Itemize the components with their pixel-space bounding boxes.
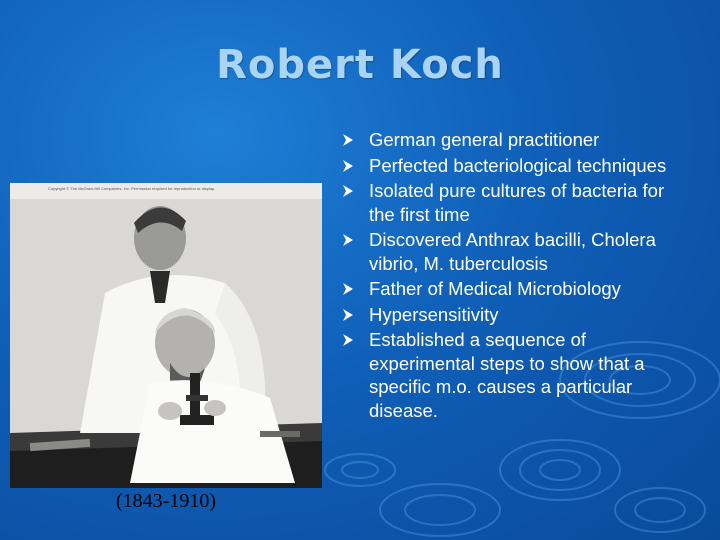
bullet-item <box>342 154 692 178</box>
bullet-text: Isolated pure cultures of bacteria for the first time <box>369 180 665 225</box>
bullet-item <box>342 179 692 226</box>
arrowhead-bullet-icon <box>342 282 354 296</box>
bullet-list <box>342 128 692 424</box>
bullet-item <box>342 228 692 275</box>
arrowhead-bullet-icon <box>342 159 354 173</box>
arrowhead-bullet-icon <box>342 133 354 147</box>
slide-title: Robert Koch <box>216 42 504 88</box>
bullet-text: Discovered Anthrax bacilli, Cholera vibrio, M. tuberculosis <box>369 229 656 274</box>
bullet-item <box>342 328 692 422</box>
bullet-text: German general practitioner <box>369 129 600 150</box>
bullet-item <box>342 128 692 152</box>
arrowhead-bullet-icon <box>342 308 354 322</box>
bullet-text: Perfected bacteriological techniques <box>369 154 667 176</box>
arrowhead-bullet-icon <box>342 184 354 198</box>
koch-photograph <box>10 183 322 488</box>
bullet-item <box>342 277 692 301</box>
arrowhead-bullet-icon <box>342 333 354 347</box>
bullet-text: Father of Medical Microbiology <box>369 278 621 299</box>
lifespan-caption: (1843-1910) <box>116 490 216 512</box>
photo-credit: Copyright © The McGraw-Hill Companies, Inc. Permission required for reproduction or display. <box>48 186 215 191</box>
bullet-text: Hypersensitivity <box>369 303 499 325</box>
bullet-item <box>342 303 692 327</box>
bullet-text: Established a sequence of experimental steps to show that a specific m.o. causes a particular disease. <box>369 329 645 421</box>
arrowhead-bullet-icon <box>342 233 354 247</box>
